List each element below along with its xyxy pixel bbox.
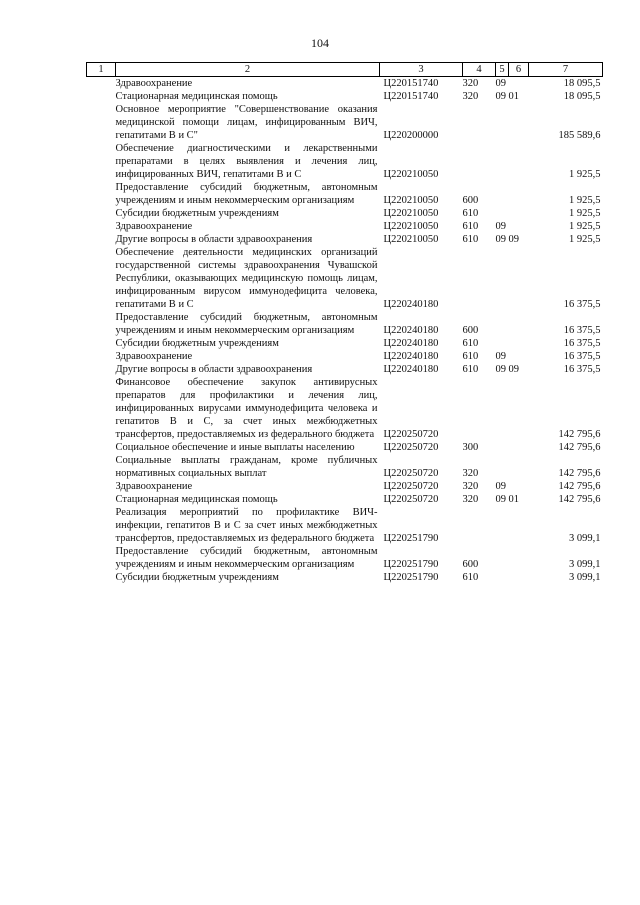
cell-target-code: Ц220151740: [383, 91, 439, 102]
cell-subsection: [509, 181, 529, 207]
cell-target-code: Ц220240180: [383, 351, 439, 362]
cell-target-code: Ц220151740: [383, 78, 439, 89]
cell-name: Финансовое обеспечение закупок антивирусных препаратов для профилактики и лечения лиц, инфицированных вирусами иммунодефицита человека и гепатитов В и С, за счет иных межбюджетных трансфертов, предоставляемых из федерального бюджета: [115, 377, 378, 440]
cell-target-code: Ц220240180: [383, 299, 439, 310]
cell-subsection: [509, 207, 529, 220]
cell-amount: 142 795,6: [558, 481, 601, 492]
cell-subsection: [509, 376, 529, 441]
cell-section: [496, 142, 509, 181]
cell-subsection: 09: [508, 234, 519, 245]
cell-amount: 142 795,6: [558, 429, 601, 440]
cell-section: 09: [495, 481, 506, 492]
table-row: [87, 311, 603, 337]
cell-target-code: Ц220210050: [383, 208, 439, 219]
cell-expense-type: 320: [462, 481, 479, 492]
cell-target-code: Ц220210050: [383, 195, 439, 206]
cell-section: [496, 506, 509, 545]
cell-name: Здравоохранение: [115, 351, 193, 362]
cell-subsection: [509, 77, 529, 91]
cell-name: Реализация мероприятий по профилактике ВИЧ-инфекции, гепатитов В и С за счет иных межбюджетных трансфертов, предоставляемых из федерального бюджета: [115, 507, 378, 544]
table-row: [87, 376, 603, 441]
cell-name: Предоставление субсидий бюджетным, автономным учреждениям и иным некоммерческим организациям: [115, 182, 378, 206]
cell-amount: 16 375,5: [563, 325, 601, 336]
table-header-row: [87, 63, 603, 77]
table-row: [87, 77, 603, 91]
cell-number: [87, 103, 116, 142]
cell-section: [496, 181, 509, 207]
cell-section: [496, 207, 509, 220]
cell-expense-type: 600: [462, 325, 479, 336]
cell-target-code: Ц220240180: [383, 338, 439, 349]
cell-name: Другие вопросы в области здравоохранения: [115, 234, 313, 245]
cell-amount: 142 795,6: [558, 468, 601, 479]
table-row: [87, 350, 603, 363]
cell-section: [496, 103, 509, 142]
cell-number: [87, 220, 116, 233]
cell-target-code: Ц220251790: [383, 533, 439, 544]
cell-subsection: [509, 506, 529, 545]
table-row: [87, 233, 603, 246]
cell-amount: 1 925,5: [569, 221, 601, 232]
cell-target-code: Ц220210050: [383, 169, 439, 180]
table-row: [87, 246, 603, 311]
cell-amount: 3 099,1: [569, 572, 601, 583]
cell-number: [87, 363, 116, 376]
cell-expense-type: 610: [462, 208, 479, 219]
cell-name: Здравоохранение: [115, 78, 193, 89]
table-row: [87, 480, 603, 493]
cell-amount: 1 925,5: [569, 195, 601, 206]
cell-number: [87, 350, 116, 363]
table-row: [87, 181, 603, 207]
cell-name: Обеспечение диагностическими и лекарственными препаратами в целях выявления и лечения лиц, инфицированных ВИЧ, гепатитами В и С: [115, 143, 378, 180]
cell-number: [87, 545, 116, 571]
cell-number: [87, 571, 116, 584]
cell-amount: 142 795,6: [558, 442, 601, 453]
cell-subsection: [509, 480, 529, 493]
table-row: [87, 506, 603, 545]
cell-target-code: Ц220240180: [383, 325, 439, 336]
cell-amount: 1 925,5: [569, 234, 601, 245]
budget-table: [86, 62, 603, 584]
cell-target-code: Ц220240180: [383, 364, 439, 375]
cell-name: Субсидии бюджетным учреждениям: [115, 572, 279, 583]
column-header: 3: [380, 63, 463, 77]
cell-expense-type: 320: [462, 494, 479, 505]
cell-subsection: 01: [508, 494, 519, 505]
column-header: 7: [529, 63, 603, 77]
column-header: 5: [496, 63, 509, 77]
cell-subsection: [509, 337, 529, 350]
cell-number: [87, 376, 116, 441]
cell-name: Другие вопросы в области здравоохранения: [115, 364, 313, 375]
cell-name: Предоставление субсидий бюджетным, автономным учреждениям и иным некоммерческим организациям: [115, 312, 378, 336]
cell-expense-type: [463, 246, 496, 311]
cell-target-code: Ц220200000: [383, 130, 439, 141]
cell-name: Здравоохранение: [115, 221, 193, 232]
cell-section: [496, 441, 509, 454]
table-row: [87, 337, 603, 350]
cell-name: Субсидии бюджетным учреждениям: [115, 208, 279, 219]
table-row: [87, 571, 603, 584]
cell-expense-type: 320: [462, 91, 479, 102]
cell-number: [87, 181, 116, 207]
cell-expense-type: [463, 103, 496, 142]
cell-target-code: Ц220250720: [383, 429, 439, 440]
cell-name: Стационарная медицинская помощь: [115, 494, 278, 505]
cell-target-code: Ц220250720: [383, 468, 439, 479]
cell-number: [87, 246, 116, 311]
cell-section: 09: [495, 351, 506, 362]
cell-expense-type: 320: [462, 468, 479, 479]
cell-number: [87, 233, 116, 246]
cell-number: [87, 90, 116, 103]
cell-expense-type: 610: [462, 234, 479, 245]
cell-subsection: [509, 441, 529, 454]
cell-section: [496, 311, 509, 337]
cell-expense-type: 610: [462, 338, 479, 349]
cell-amount: 18 095,5: [563, 78, 601, 89]
cell-subsection: 09: [508, 364, 519, 375]
cell-section: [496, 454, 509, 480]
cell-expense-type: [463, 376, 496, 441]
cell-subsection: [509, 311, 529, 337]
cell-number: [87, 311, 116, 337]
cell-section: 09: [495, 364, 506, 375]
cell-number: [87, 207, 116, 220]
column-header: 4: [463, 63, 496, 77]
table-body: [87, 77, 603, 585]
cell-amount: 142 795,6: [558, 494, 601, 505]
cell-expense-type: 320: [462, 78, 479, 89]
table-row: [87, 90, 603, 103]
cell-name: Здравоохранение: [115, 481, 193, 492]
page-number: 104: [311, 36, 329, 50]
table-row: [87, 363, 603, 376]
table-row: [87, 220, 603, 233]
cell-amount: 185 589,6: [558, 130, 601, 141]
cell-expense-type: 600: [462, 559, 479, 570]
cell-subsection: [509, 350, 529, 363]
cell-expense-type: [463, 506, 496, 545]
cell-target-code: Ц220250720: [383, 481, 439, 492]
cell-number: [87, 142, 116, 181]
cell-number: [87, 441, 116, 454]
cell-subsection: [509, 454, 529, 480]
cell-number: [87, 493, 116, 506]
cell-section: 09: [495, 91, 506, 102]
table-row: [87, 441, 603, 454]
cell-amount: 16 375,5: [563, 364, 601, 375]
table-row: [87, 142, 603, 181]
cell-number: [87, 337, 116, 350]
cell-expense-type: 610: [462, 364, 479, 375]
cell-target-code: Ц220210050: [383, 234, 439, 245]
cell-target-code: Ц220250720: [383, 494, 439, 505]
cell-target-code: Ц220251790: [383, 559, 439, 570]
cell-section: 09: [495, 234, 506, 245]
cell-subsection: [509, 545, 529, 571]
column-header: 2: [116, 63, 380, 77]
cell-section: [496, 571, 509, 584]
cell-section: [496, 337, 509, 350]
cell-amount: 16 375,5: [563, 299, 601, 310]
cell-subsection: [509, 142, 529, 181]
cell-number: [87, 506, 116, 545]
column-header: 1: [87, 63, 116, 77]
table-row: [87, 207, 603, 220]
cell-subsection: [509, 246, 529, 311]
cell-section: [496, 376, 509, 441]
cell-number: [87, 480, 116, 493]
cell-name: Социальные выплаты гражданам, кроме публичных нормативных социальных выплат: [115, 455, 378, 479]
cell-amount: 3 099,1: [569, 559, 601, 570]
cell-name: Обеспечение деятельности медицинских организаций государственной системы здравоохранения Чувашской Республики, оказывающих медицинскую помощь лицам, инфицированным вирусом иммунодефицита человека, гепатитами В и С: [115, 247, 378, 310]
cell-amount: 16 375,5: [563, 351, 601, 362]
table-row: [87, 545, 603, 571]
cell-expense-type: 300: [462, 442, 479, 453]
cell-expense-type: 610: [462, 221, 479, 232]
cell-number: [87, 454, 116, 480]
cell-name: Стационарная медицинская помощь: [115, 91, 278, 102]
cell-subsection: [509, 571, 529, 584]
cell-target-code: Ц220210050: [383, 221, 439, 232]
cell-name: Предоставление субсидий бюджетным, автономным учреждениям и иным некоммерческим организациям: [115, 546, 378, 570]
cell-section: 09: [495, 221, 506, 232]
cell-section: [496, 545, 509, 571]
column-header: 6: [509, 63, 529, 77]
cell-name: Основное мероприятие "Совершенствование оказания медицинской помощи лицам, инфицированным ВИЧ, гепатитами В и С": [115, 104, 378, 141]
cell-expense-type: 600: [462, 195, 479, 206]
cell-expense-type: 610: [462, 572, 479, 583]
cell-section: [496, 246, 509, 311]
cell-subsection: [509, 220, 529, 233]
cell-name: Социальное обеспечение и иные выплаты населению: [115, 442, 355, 453]
cell-amount: 18 095,5: [563, 91, 601, 102]
table-row: [87, 103, 603, 142]
cell-number: [87, 77, 116, 91]
cell-section: 09: [495, 494, 506, 505]
cell-section: 09: [495, 78, 506, 89]
cell-name: Субсидии бюджетным учреждениям: [115, 338, 279, 349]
table-row: [87, 454, 603, 480]
cell-amount: 3 099,1: [569, 533, 601, 544]
cell-amount: 16 375,5: [563, 338, 601, 349]
cell-amount: 1 925,5: [569, 208, 601, 219]
cell-target-code: Ц220251790: [383, 572, 439, 583]
cell-subsection: 01: [508, 91, 519, 102]
cell-expense-type: [463, 142, 496, 181]
cell-target-code: Ц220250720: [383, 442, 439, 453]
cell-expense-type: 610: [462, 351, 479, 362]
table-row: [87, 493, 603, 506]
cell-subsection: [509, 103, 529, 142]
cell-amount: 1 925,5: [569, 169, 601, 180]
